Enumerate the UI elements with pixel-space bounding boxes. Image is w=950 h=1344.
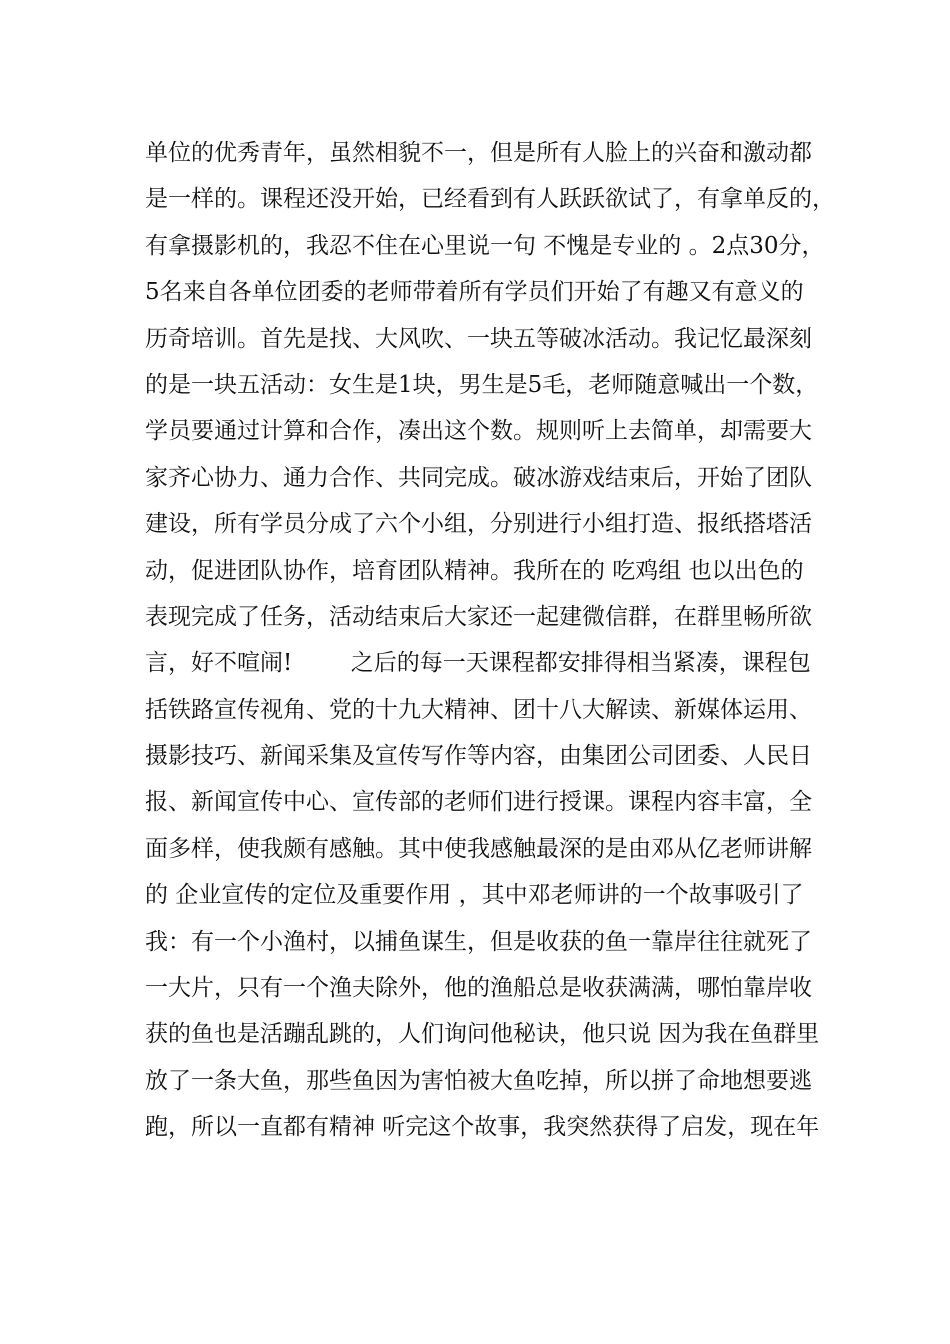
text-line: 有拿摄影机的，我忍不住在心里说一句 不愧是专业的 。2点30分， bbox=[145, 232, 825, 259]
text-line: 跑，所以一直都有精神 听完这个故事，我突然获得了启发，现在年 bbox=[145, 1114, 820, 1141]
text-line: 获的鱼也是活蹦乱跳的，人们询问他秘诀，他只说 因为我在鱼群里 bbox=[145, 1021, 820, 1048]
text-line: 学员要通过计算和合作，凑出这个数。规则听上去简单，却需要大 bbox=[145, 418, 812, 445]
text-line: 家齐心协力、通力合作、共同完成。破冰游戏结束后，开始了团队 bbox=[145, 464, 812, 491]
body-text bbox=[145, 130, 835, 1151]
text-line: 建设，所有学员分成了六个小组，分别进行小组打造、报纸搭塔活 bbox=[145, 511, 812, 538]
text-line: 报、新闻宣传中心、宣传部的老师们进行授课。课程内容丰富，全 bbox=[145, 789, 812, 816]
text-line: 表现完成了任务，活动结束后大家还一起建微信群，在群里畅所欲 bbox=[145, 603, 812, 630]
text-line: 的 企业宣传的定位及重要作用 ，其中邓老师讲的一个故事吸引了 bbox=[145, 882, 804, 909]
text-line: 面多样，使我颇有感触。其中使我感触最深的是由邓从亿老师讲解 bbox=[145, 835, 812, 862]
text-line: 摄影技巧、新闻采集及宣传写作等内容，由集团公司团委、人民日 bbox=[145, 743, 812, 770]
text-line: 括铁路宣传视角、党的十九大精神、团十八大解读、新媒体运用、 bbox=[145, 696, 812, 723]
text-line: 的是一块五活动：女生是1块，男生是5毛，老师随意喊出一个数， bbox=[145, 371, 819, 398]
text-line: 我：有一个小渔村，以捕鱼谋生，但是收获的鱼一靠岸往往就死了 bbox=[145, 928, 812, 955]
text-line: 历奇培训。首先是找、大风吹、一块五等破冰活动。我记忆最深刻 bbox=[145, 325, 812, 352]
text-line: 放了一条大鱼，那些鱼因为害怕被大鱼吃掉，所以拼了命地想要逃 bbox=[145, 1067, 812, 1094]
text-line: 5名来自各单位团委的老师带着所有学员们开始了有趣又有意义的 bbox=[145, 279, 804, 306]
text-line: 一大片，只有一个渔夫除外，他的渔船总是收获满满，哪怕靠岸收 bbox=[145, 975, 812, 1002]
text-line: 动，促进团队协作，培育团队精神。我所在的 吃鸡组 也以出色的 bbox=[145, 557, 804, 584]
text-line: 言，好不喧闹! 之后的每一天课程都安排得相当紧凑，课程包 bbox=[145, 650, 811, 677]
text-line: 单位的优秀青年，虽然相貌不一，但是所有人脸上的兴奋和激动都 bbox=[145, 140, 812, 166]
text-line: 是一样的。课程还没开始，已经看到有人跃跃欲试了，有拿单反的， bbox=[145, 186, 835, 213]
